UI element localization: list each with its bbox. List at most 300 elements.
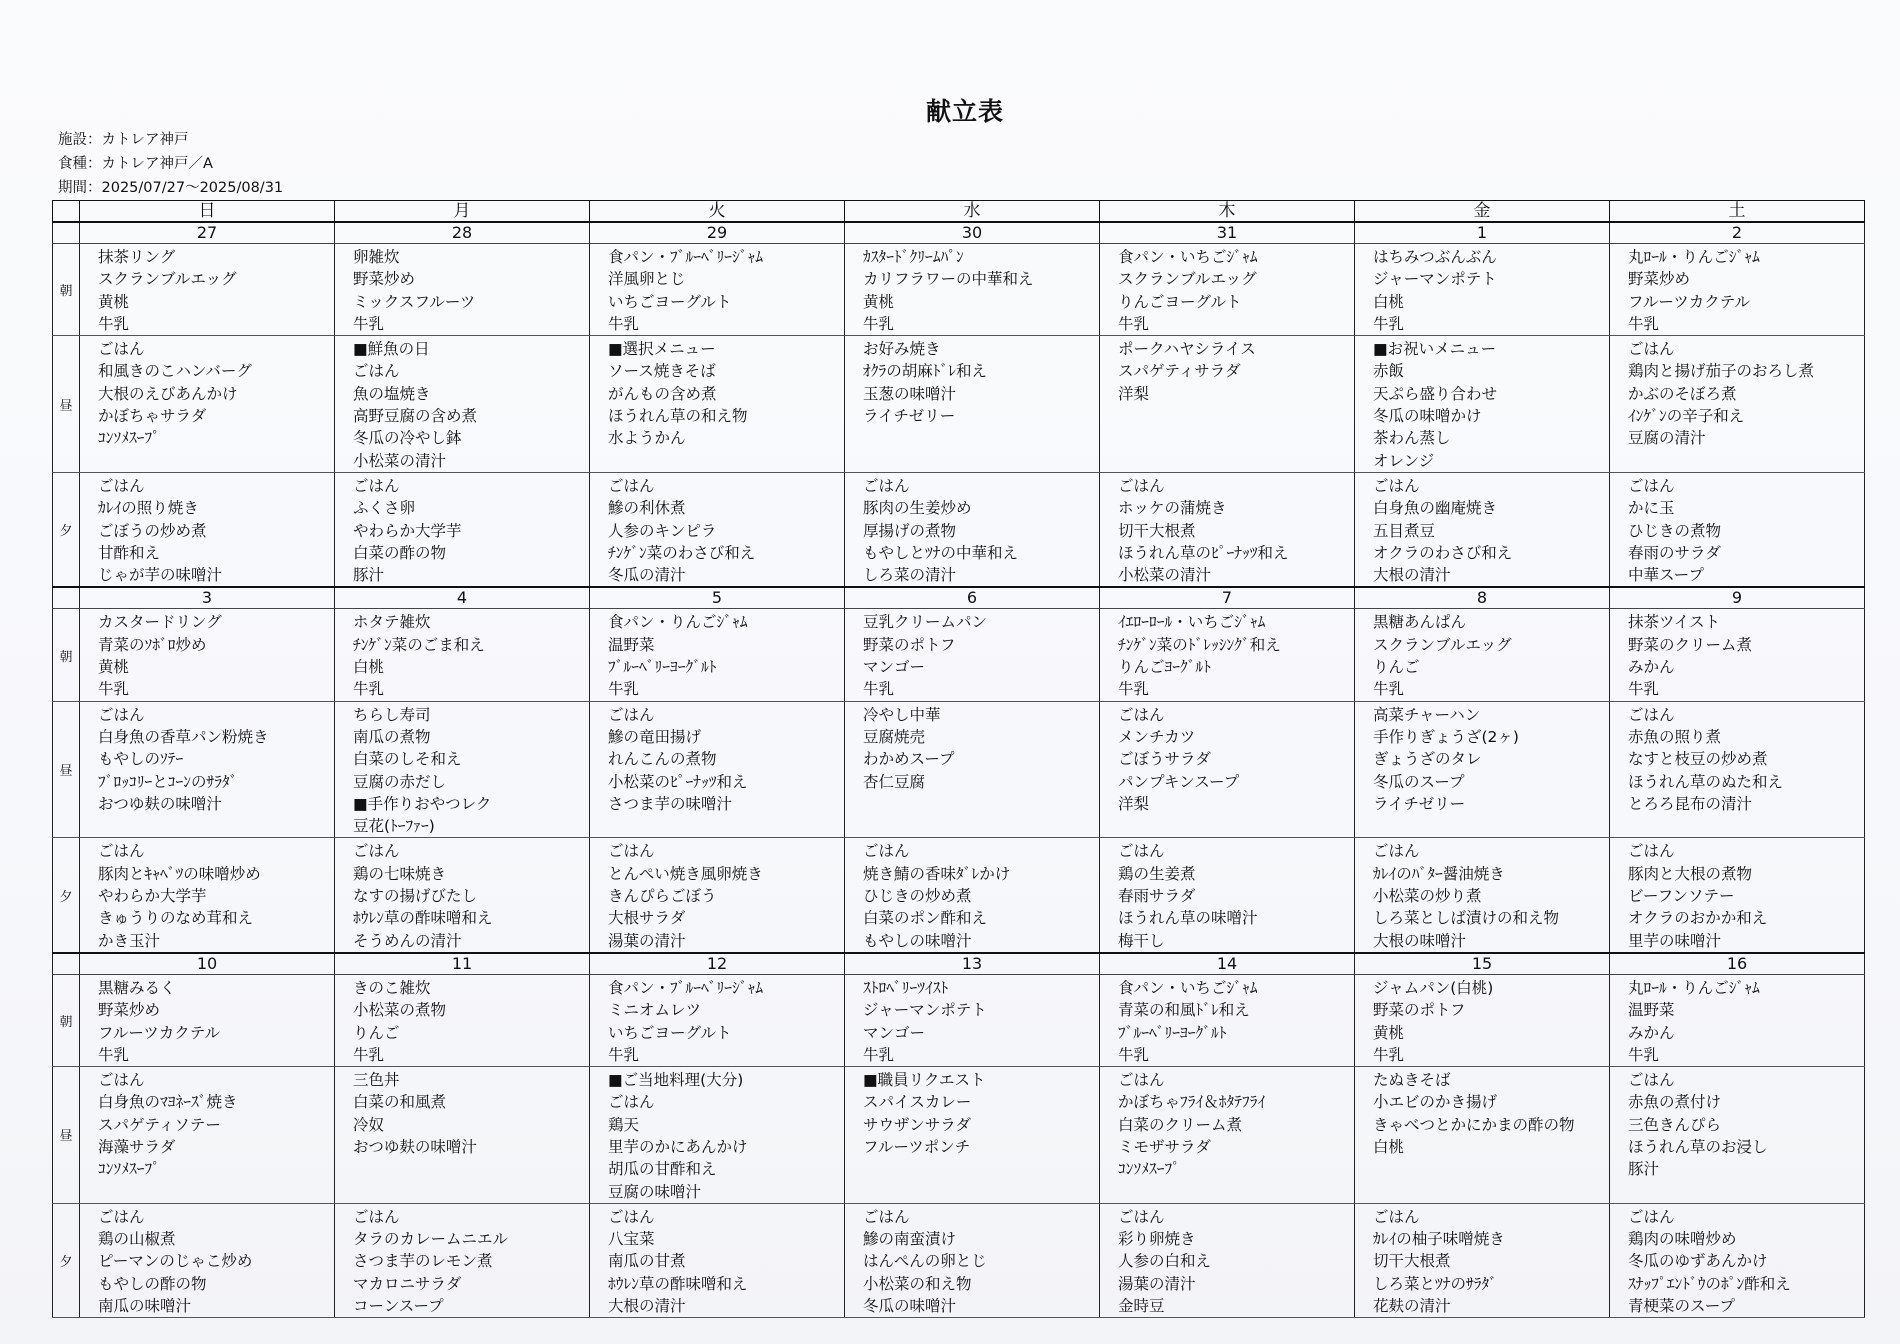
menu-item: スクランブルエッグ bbox=[98, 270, 237, 289]
menu-cell bbox=[80, 472, 335, 587]
menu-cell bbox=[590, 244, 845, 336]
meal-row-lunch bbox=[53, 701, 1865, 838]
menu-item: 白桃 bbox=[1373, 1137, 1405, 1156]
menu-item: 小エビのかき揚げ bbox=[1373, 1093, 1498, 1112]
menu-item: ごはん bbox=[353, 842, 400, 861]
menu-item: 洋梨 bbox=[1118, 794, 1150, 813]
menu-item: 食パン・いちごｼﾞｬﾑ bbox=[1118, 248, 1258, 266]
date-row bbox=[53, 222, 1865, 244]
menu-item: 厚揚げの煮物 bbox=[863, 521, 957, 540]
menu-item-list bbox=[1100, 975, 1354, 1066]
menu-item: 野菜のクリーム煮 bbox=[1628, 635, 1753, 654]
date-cell: 27 bbox=[80, 222, 335, 244]
menu-item: りんご bbox=[353, 1023, 400, 1042]
menu-item: 牛乳 bbox=[1373, 314, 1405, 333]
menu-item: ごはん bbox=[1118, 842, 1165, 861]
menu-item: ﾌﾞﾙｰﾍﾞﾘｰﾖｰｸﾞﾙﾄ bbox=[1118, 1023, 1227, 1042]
menu-item: 黄桃 bbox=[863, 292, 895, 311]
menu-item-list bbox=[1100, 1204, 1354, 1317]
menu-item: 豚肉と大根の煮物 bbox=[1628, 864, 1753, 883]
menu-cell bbox=[335, 472, 590, 587]
menu-item: ごはん bbox=[1628, 340, 1675, 359]
menu-item: ■職員リクエスト bbox=[863, 1071, 986, 1090]
menu-item: 牛乳 bbox=[1373, 680, 1405, 699]
menu-cell bbox=[845, 838, 1100, 953]
menu-item: オレンジ bbox=[1373, 451, 1435, 470]
menu-item: ほうれん草の和え物 bbox=[608, 407, 748, 426]
menu-item: 鶏の七味焼き bbox=[353, 864, 447, 883]
date-cell: 13 bbox=[845, 953, 1100, 975]
menu-cell bbox=[845, 336, 1100, 473]
menu-item: 和風きのこハンバーグ bbox=[98, 362, 252, 381]
menu-item-list bbox=[1100, 336, 1354, 405]
menu-item: ｶｽﾀｰﾄﾞｸﾘｰﾑﾊﾟﾝ bbox=[863, 248, 964, 266]
menu-item: 白桃 bbox=[353, 658, 385, 677]
menu-item: ごはん bbox=[1373, 1207, 1420, 1226]
menu-cell bbox=[590, 1067, 845, 1204]
menu-item: 牛乳 bbox=[1373, 1045, 1405, 1064]
menu-item: 豆花(ﾄｰﾌｧｰ) bbox=[353, 817, 435, 836]
menu-item: 人参のキンピラ bbox=[608, 521, 717, 540]
menu-item-list bbox=[1100, 838, 1354, 951]
menu-item: 白菜の酢の物 bbox=[353, 543, 447, 562]
menu-item: ごはん bbox=[1628, 1207, 1675, 1226]
menu-item: 玉葱の味噌汁 bbox=[863, 384, 957, 403]
menu-item: なすと枝豆の炒め煮 bbox=[1628, 750, 1768, 769]
menu-cell bbox=[590, 472, 845, 587]
menu-cell bbox=[1355, 1067, 1610, 1204]
menu-item: ﾌﾞﾙｰﾍﾞﾘｰﾖｰｸﾞﾙﾄ bbox=[608, 658, 717, 677]
menu-item-list bbox=[590, 1204, 844, 1317]
date-cell: 2 bbox=[1610, 222, 1865, 244]
menu-item-list bbox=[335, 975, 589, 1066]
menu-item: ほうれん草の味噌汁 bbox=[1118, 909, 1258, 928]
menu-item: スパゲティソテー bbox=[98, 1115, 221, 1134]
menu-item: 高野豆腐の含め煮 bbox=[353, 407, 478, 426]
menu-item: 湯葉の清汁 bbox=[608, 931, 686, 950]
menu-item: ミモザサラダ bbox=[1118, 1137, 1211, 1156]
menu-item: カリフラワーの中華和え bbox=[863, 270, 1034, 289]
menu-item: 野菜炒め bbox=[353, 270, 416, 289]
menu-item: 茶わん蒸し bbox=[1373, 429, 1451, 448]
menu-item: ごはん bbox=[1118, 1207, 1165, 1226]
menu-item: 鰺の利休煮 bbox=[608, 499, 686, 518]
menu-item-list bbox=[80, 336, 334, 449]
menu-item: もやしの味噌汁 bbox=[863, 931, 972, 950]
menu-item: ごはん bbox=[98, 476, 145, 495]
menu-item: れんこんの煮物 bbox=[608, 750, 717, 769]
date-cell: 14 bbox=[1100, 953, 1355, 975]
date-corner bbox=[53, 587, 80, 609]
meal-label: 夕 bbox=[53, 472, 80, 587]
menu-item-list bbox=[845, 336, 1099, 427]
menu-item: なすの揚げびたし bbox=[353, 887, 478, 906]
menu-item: がんもの含め煮 bbox=[608, 384, 717, 403]
menu-item: ごはん bbox=[608, 1093, 655, 1112]
menu-cell bbox=[80, 609, 335, 701]
menu-item: 豆腐の赤だし bbox=[353, 772, 447, 791]
menu-item-list bbox=[80, 244, 334, 335]
menu-item: ジャーマンポテト bbox=[863, 1001, 987, 1020]
menu-item-list bbox=[1100, 244, 1354, 335]
menu-cell bbox=[845, 609, 1100, 701]
menu-item: とろろ昆布の清汁 bbox=[1628, 794, 1753, 813]
menu-cell bbox=[590, 974, 845, 1066]
menu-cell bbox=[590, 838, 845, 953]
menu-item: ごはん bbox=[98, 705, 145, 724]
menu-item: きんぴらごぼう bbox=[608, 887, 717, 906]
menu-item: 牛乳 bbox=[608, 314, 640, 333]
menu-cell bbox=[845, 701, 1100, 838]
menu-item: ごはん bbox=[1628, 476, 1675, 495]
menu-item-list bbox=[80, 975, 334, 1066]
menu-item-list bbox=[590, 702, 844, 815]
menu-item: ﾌﾞﾛｯｺﾘｰとｺｰﾝのｻﾗﾀﾞ bbox=[98, 772, 238, 791]
menu-item: おつゆ麸の味噌汁 bbox=[353, 1137, 477, 1156]
menu-item: オクラのおかか和え bbox=[1628, 909, 1768, 928]
menu-item-list bbox=[590, 336, 844, 449]
menu-item: フルーツポンチ bbox=[863, 1137, 971, 1156]
menu-item: ほうれん草のお浸し bbox=[1628, 1137, 1768, 1156]
menu-item: パンプキンスープ bbox=[1118, 772, 1240, 791]
menu-item: ■鮮魚の日 bbox=[353, 340, 430, 359]
menu-item: ごはん bbox=[863, 476, 910, 495]
date-row bbox=[53, 587, 1865, 609]
menu-item: 鰺の竜田揚げ bbox=[608, 727, 702, 746]
menu-item: ごはん bbox=[353, 362, 400, 381]
menu-item: フルーツカクテル bbox=[98, 1023, 220, 1042]
menu-item: ごはん bbox=[863, 842, 910, 861]
menu-item: 切干大根煮 bbox=[1373, 1252, 1451, 1271]
menu-item: ﾎｳﾚﾝ草の酢味噌和え bbox=[353, 909, 493, 928]
menu-item: 冬瓜の清汁 bbox=[608, 566, 686, 585]
menu-item: 大根の清汁 bbox=[608, 1297, 686, 1316]
menu-item: ｵｸﾗの胡麻ﾄﾞﾚ和え bbox=[863, 362, 988, 381]
menu-item: 黄桃 bbox=[98, 292, 130, 311]
menu-item: きゅうりのなめ茸和え bbox=[98, 909, 254, 928]
menu-item: ごはん bbox=[863, 1207, 910, 1226]
menu-item: ﾁﾝｹﾞﾝ菜のﾄﾞﾚｯｼﾝｸﾞ和え bbox=[1118, 635, 1281, 654]
menu-item: 中華スープ bbox=[1628, 566, 1704, 585]
menu-item: 春雨のサラダ bbox=[1628, 543, 1721, 562]
menu-item: おつゆ麸の味噌汁 bbox=[98, 794, 222, 813]
date-cell: 11 bbox=[335, 953, 590, 975]
menu-item: スパイスカレー bbox=[863, 1093, 972, 1112]
menu-cell bbox=[1355, 609, 1610, 701]
menu-item: 鶏の山椒煮 bbox=[98, 1230, 176, 1249]
menu-cell bbox=[80, 701, 335, 838]
menu-item: ｶﾚｲのﾊﾞﾀｰ醤油焼き bbox=[1373, 864, 1505, 883]
menu-item: かき玉汁 bbox=[98, 931, 161, 950]
menu-item: 牛乳 bbox=[863, 680, 895, 699]
date-cell: 28 bbox=[335, 222, 590, 244]
menu-item-list bbox=[845, 609, 1099, 700]
menu-item: 八宝菜 bbox=[608, 1230, 655, 1249]
menu-item: 花麸の清汁 bbox=[1373, 1297, 1451, 1316]
menu-item: ライチゼリー bbox=[1373, 794, 1466, 813]
menu-cell bbox=[1355, 701, 1610, 838]
date-cell: 10 bbox=[80, 953, 335, 975]
menu-item: ごはん bbox=[1628, 1071, 1675, 1090]
weekday-header: 金 bbox=[1355, 201, 1610, 223]
menu-item: 南瓜の味噌汁 bbox=[98, 1297, 192, 1316]
menu-item: ホタテ雑炊 bbox=[353, 613, 431, 632]
menu-item: ｶﾚｲの照り焼き bbox=[98, 499, 199, 518]
menu-cell bbox=[335, 336, 590, 473]
date-row bbox=[53, 953, 1865, 975]
weekday-header-row bbox=[53, 201, 1865, 223]
menu-item: ごはん bbox=[608, 1207, 655, 1226]
meal-label: 昼 bbox=[53, 701, 80, 838]
menu-item: ｶﾚｲの柚子味噌焼き bbox=[1373, 1230, 1505, 1249]
menu-cell bbox=[335, 1203, 590, 1317]
menu-cell bbox=[1610, 609, 1865, 701]
menu-item: 手作りぎょうざ(2ヶ) bbox=[1373, 727, 1519, 746]
menu-item: ふくさ卵 bbox=[353, 499, 416, 518]
menu-item: 天ぷら盛り合わせ bbox=[1373, 384, 1498, 403]
menu-item: 抹茶ツイスト bbox=[1628, 613, 1721, 632]
menu-item: ごはん bbox=[1628, 705, 1675, 724]
menu-item: 冷奴 bbox=[353, 1115, 385, 1134]
menu-item: かぼちゃサラダ bbox=[98, 407, 207, 426]
menu-item-list bbox=[590, 609, 844, 700]
menu-cell bbox=[845, 1067, 1100, 1204]
date-cell: 3 bbox=[80, 587, 335, 609]
date-cell: 6 bbox=[845, 587, 1100, 609]
meal-label: 朝 bbox=[53, 609, 80, 701]
menu-item: 南瓜の煮物 bbox=[353, 727, 431, 746]
menu-item: ソース焼きそば bbox=[608, 362, 716, 381]
weekday-header: 土 bbox=[1610, 201, 1865, 223]
food-type-value: カトレア神戸／A bbox=[101, 156, 213, 172]
menu-item-list bbox=[80, 1204, 334, 1317]
menu-item: 大根のえびあんかけ bbox=[98, 384, 238, 403]
menu-item: しろ菜の清汁 bbox=[863, 566, 957, 585]
weekday-header: 火 bbox=[590, 201, 845, 223]
menu-item: 牛乳 bbox=[98, 314, 130, 333]
menu-item: 白身魚の香草パン粉焼き bbox=[98, 727, 269, 746]
menu-item: 黒糖あんぱん bbox=[1373, 613, 1467, 632]
menu-item: 鶏肉と揚げ茄子のおろし煮 bbox=[1628, 362, 1815, 381]
menu-cell bbox=[1355, 838, 1610, 953]
period-value: 2025/07/27〜2025/08/31 bbox=[101, 180, 284, 196]
menu-item: ポークハヤシライス bbox=[1118, 340, 1256, 359]
menu-item: フルーツカクテル bbox=[1628, 292, 1750, 311]
menu-cell bbox=[845, 244, 1100, 336]
menu-item: 小松菜の清汁 bbox=[353, 451, 447, 470]
menu-item: りんごヨーグルト bbox=[1118, 292, 1242, 311]
menu-item: 冬瓜の冷やし鉢 bbox=[353, 429, 462, 448]
menu-item: いちごヨーグルト bbox=[608, 1023, 732, 1042]
menu-item: もやしのｿﾃｰ bbox=[98, 750, 184, 769]
menu-item: ごはん bbox=[353, 1207, 400, 1226]
menu-item: 牛乳 bbox=[1118, 680, 1150, 699]
menu-cell bbox=[1610, 838, 1865, 953]
menu-item: 三色丼 bbox=[353, 1071, 400, 1090]
menu-cell bbox=[1610, 244, 1865, 336]
meal-label: 朝 bbox=[53, 974, 80, 1066]
period-label: 期間： bbox=[58, 180, 102, 196]
menu-item: 青菜の和風ﾄﾞﾚ和え bbox=[1118, 1001, 1250, 1020]
menu-item: マカロニサラダ bbox=[353, 1274, 462, 1293]
menu-item-list bbox=[845, 975, 1099, 1066]
menu-item: 白身魚のﾏﾖﾈｰｽﾞ焼き bbox=[98, 1093, 238, 1112]
menu-item: 三色きんぴら bbox=[1628, 1115, 1722, 1134]
menu-item-list bbox=[1610, 473, 1864, 586]
menu-item: 温野菜 bbox=[1628, 1001, 1675, 1020]
menu-item: 小松菜の清汁 bbox=[1118, 566, 1212, 585]
menu-item: ごはん bbox=[1373, 842, 1420, 861]
menu-item: 牛乳 bbox=[1118, 1045, 1150, 1064]
menu-item: 白菜のしそ和え bbox=[353, 750, 462, 769]
menu-item: 牛乳 bbox=[353, 680, 385, 699]
menu-item: お好み焼き bbox=[863, 340, 941, 359]
menu-item: 豆腐焼売 bbox=[863, 727, 926, 746]
date-cell: 30 bbox=[845, 222, 1100, 244]
menu-cell bbox=[1100, 701, 1355, 838]
menu-item: 赤飯 bbox=[1373, 362, 1405, 381]
date-cell: 7 bbox=[1100, 587, 1355, 609]
menu-item: もやしとﾂﾅの中華和え bbox=[863, 543, 1019, 562]
menu-cell bbox=[335, 244, 590, 336]
facility-value: カトレア神戸 bbox=[101, 132, 189, 148]
menu-item: 水ようかん bbox=[608, 429, 686, 448]
menu-item: ちらし寿司 bbox=[353, 705, 431, 724]
menu-item: ピーマンのじゃこ炒め bbox=[98, 1252, 253, 1271]
menu-item-list bbox=[845, 702, 1099, 793]
menu-cell bbox=[335, 701, 590, 838]
menu-item: 大根の清汁 bbox=[1373, 566, 1451, 585]
menu-item: 白菜のポン酢和え bbox=[863, 909, 988, 928]
menu-item: 焼き鯖の香味ﾀﾞﾚかけ bbox=[863, 864, 1011, 883]
menu-item-list bbox=[80, 473, 334, 586]
menu-item: ほうれん草のぬた和え bbox=[1628, 772, 1784, 791]
menu-item-list bbox=[1610, 1204, 1864, 1317]
menu-cell bbox=[1100, 336, 1355, 473]
menu-item: ごぼうサラダ bbox=[1118, 750, 1211, 769]
date-cell: 31 bbox=[1100, 222, 1355, 244]
menu-cell bbox=[1355, 336, 1610, 473]
menu-item-list bbox=[80, 1067, 334, 1180]
meal-row-lunch bbox=[53, 1067, 1865, 1204]
menu-item: スクランブルエッグ bbox=[1373, 635, 1512, 654]
menu-cell bbox=[590, 609, 845, 701]
menu-item-list bbox=[1610, 975, 1864, 1066]
menu-item: きゃべつとかにかまの酢の物 bbox=[1373, 1115, 1575, 1134]
menu-cell bbox=[590, 336, 845, 473]
menu-cell bbox=[80, 1203, 335, 1317]
menu-item: マンゴー bbox=[863, 1023, 926, 1042]
date-cell: 29 bbox=[590, 222, 845, 244]
weekday-header: 水 bbox=[845, 201, 1100, 223]
menu-item: 丸ﾛｰﾙ・りんごｼﾞｬﾑ bbox=[1628, 248, 1760, 266]
menu-item: ﾎｳﾚﾝ草の酢味噌和え bbox=[608, 1274, 748, 1293]
food-type-line bbox=[58, 157, 213, 172]
menu-item-list bbox=[845, 473, 1099, 586]
menu-cell bbox=[335, 1067, 590, 1204]
menu-item: かぶのそぼろ煮 bbox=[1628, 384, 1737, 403]
menu-item: 白菜の和風煮 bbox=[353, 1093, 447, 1112]
menu-item: もやしの酢の物 bbox=[98, 1274, 207, 1293]
menu-item: ■手作りおやつレク bbox=[353, 794, 492, 813]
menu-item: 豆乳クリームパン bbox=[863, 613, 988, 632]
menu-cell bbox=[1355, 1203, 1610, 1317]
menu-item-list bbox=[590, 244, 844, 335]
menu-cell bbox=[1610, 336, 1865, 473]
menu-item: じゃが芋の味噌汁 bbox=[98, 566, 223, 585]
menu-item-list bbox=[845, 1067, 1099, 1158]
menu-item-list bbox=[1100, 702, 1354, 815]
menu-item: 抹茶リング bbox=[98, 248, 176, 266]
menu-item: 黒糖みるく bbox=[98, 978, 176, 997]
menu-item-list bbox=[845, 1204, 1099, 1317]
menu-item: 白身魚の幽庵焼き bbox=[1373, 499, 1498, 518]
menu-item: 鰺の南蛮漬け bbox=[863, 1230, 957, 1249]
menu-item-list bbox=[335, 702, 589, 838]
menu-item: ひじきの煮物 bbox=[1628, 521, 1722, 540]
menu-item: ｺﾝｿﾒｽｰﾌﾟ bbox=[1118, 1160, 1181, 1179]
weekday-header: 日 bbox=[80, 201, 335, 223]
menu-item: 野菜のポトフ bbox=[863, 635, 956, 654]
menu-item: ごはん bbox=[98, 340, 145, 359]
menu-item: ビーフンソテー bbox=[1628, 887, 1735, 906]
menu-item: いちごヨーグルト bbox=[608, 292, 732, 311]
menu-item-list bbox=[845, 838, 1099, 951]
menu-item: 切干大根煮 bbox=[1118, 521, 1196, 540]
menu-item: 青梗菜のスープ bbox=[1628, 1297, 1735, 1316]
meal-row-lunch bbox=[53, 336, 1865, 473]
menu-cell bbox=[1100, 472, 1355, 587]
facility-label: 施設： bbox=[58, 132, 102, 148]
menu-item: オクラのわさび和え bbox=[1373, 543, 1513, 562]
menu-item: 牛乳 bbox=[608, 680, 640, 699]
page-title: 献立表 bbox=[925, 97, 1004, 126]
menu-item: 白桃 bbox=[1373, 292, 1405, 311]
menu-item: 小松菜の煮物 bbox=[353, 1001, 447, 1020]
date-cell: 12 bbox=[590, 953, 845, 975]
meal-row-dinner bbox=[53, 1203, 1865, 1317]
date-cell: 15 bbox=[1355, 953, 1610, 975]
menu-item-list bbox=[1355, 609, 1609, 700]
menu-cell bbox=[80, 336, 335, 473]
weekday-header: 木 bbox=[1100, 201, 1355, 223]
menu-item: ひじきの炒め煮 bbox=[863, 887, 972, 906]
menu-item: サウザンサラダ bbox=[863, 1115, 972, 1134]
menu-item: かぼちゃﾌﾗｲ＆ﾎﾀﾃﾌﾗｲ bbox=[1118, 1093, 1266, 1112]
menu-item: 食パン・ﾌﾞﾙｰﾍﾞﾘｰｼﾞｬﾑ bbox=[608, 248, 764, 266]
menu-item: ジャーマンポテト bbox=[1373, 270, 1497, 289]
menu-cell bbox=[845, 974, 1100, 1066]
menu-item: やわらか大学芋 bbox=[98, 887, 207, 906]
menu-item: 豚汁 bbox=[353, 566, 385, 585]
menu-item: 牛乳 bbox=[353, 1045, 385, 1064]
menu-cell bbox=[1355, 974, 1610, 1066]
menu-item-list bbox=[1100, 473, 1354, 586]
menu-item: 豚汁 bbox=[1628, 1160, 1660, 1179]
menu-item: 里芋の味噌汁 bbox=[1628, 931, 1722, 950]
menu-item: かに玉 bbox=[1628, 499, 1675, 518]
menu-item: ごぼうの炒め煮 bbox=[98, 521, 207, 540]
menu-item-list bbox=[80, 838, 334, 951]
menu-item-list bbox=[1610, 336, 1864, 449]
menu-item: 豚肉とｷｬﾍﾞﾂの味噌炒め bbox=[98, 864, 261, 883]
menu-item-list bbox=[335, 609, 589, 700]
menu-item: 胡瓜の甘酢和え bbox=[608, 1160, 717, 1179]
menu-item: さつま芋の味噌汁 bbox=[608, 794, 733, 813]
menu-item: カスタードリング bbox=[98, 613, 222, 632]
menu-item: 南瓜の甘煮 bbox=[608, 1252, 686, 1271]
menu-cell bbox=[80, 244, 335, 336]
